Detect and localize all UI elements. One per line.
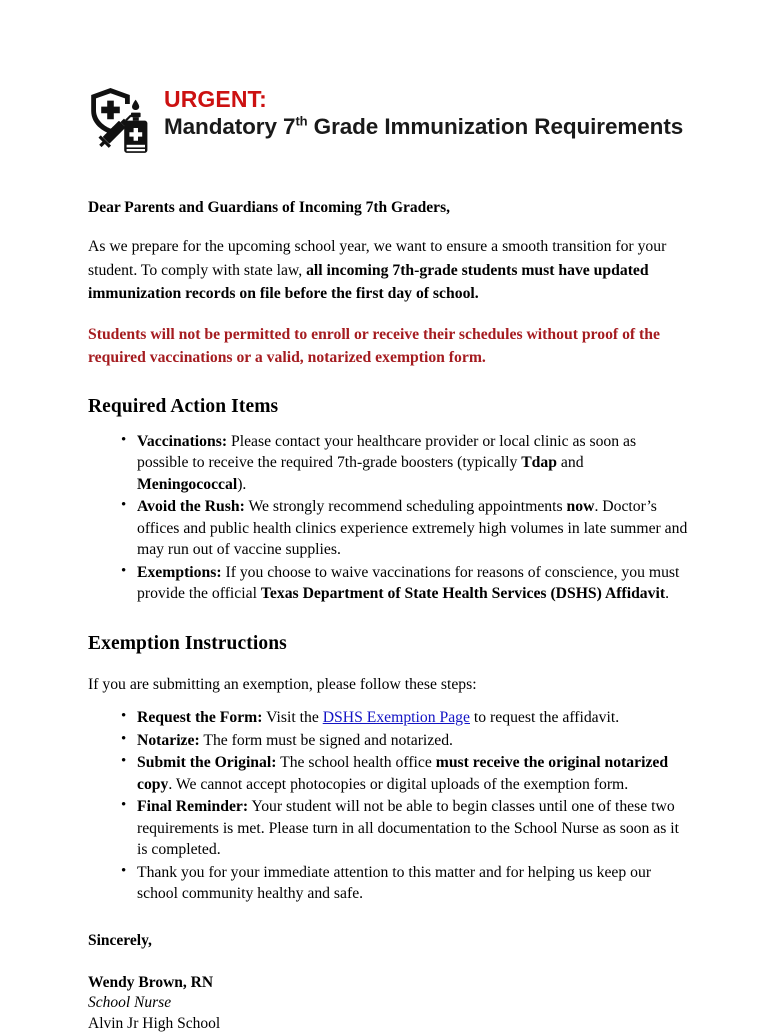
intro-paragraph [88,235,688,306]
signoff: Sincerely, [88,931,688,951]
exemption-instructions-list [88,707,688,905]
header-text-block [164,84,683,142]
section-heading-required-action-items: Required Action Items [88,395,688,419]
list-item [137,431,688,496]
signature-block [88,973,688,1034]
list-item-text-2: . [665,585,669,602]
list-item [137,752,688,795]
document-content [88,0,688,1034]
page-title-part1: Mandatory 7 [164,114,295,139]
list-item-lead: Notarize: [137,732,200,749]
list-item-lead: Submit the Original: [137,754,276,771]
page-title-superscript: th [295,114,307,129]
list-item-lead: Request the Form: [137,709,262,726]
list-item-text-1: Please contact your healthcare provider or local clinic as soon as possible to receive the required 7th-grade boosters (typically [137,433,636,472]
document-header [88,0,688,156]
list-item [137,862,688,905]
list-item-bold-2: Meningococcal [137,476,237,493]
signature-name: Wendy Brown, RN [88,973,688,994]
list-item-text-2: . Doctor’s offices and public health clinics experience extremely high volumes in late summer and may run out of vaccine supplies. [137,498,687,558]
exemption-intro-paragraph: If you are submitting an exemption, please follow these steps: [88,673,688,697]
list-item-text-1: If you choose to waive vaccinations for reasons of conscience, you must provide the official [137,564,679,603]
list-item-text-1: The form must be signed and notarized. [200,732,453,749]
intro-text: As we prepare for the upcoming school year, we want to ensure a smooth transition for your student. To comply with state law, [88,238,666,279]
list-item-bold-1: now [567,498,595,515]
list-item-bold-1: Tdap [521,454,557,471]
list-item [137,730,688,752]
section-heading-exemption-instructions: Exemption Instructions [88,632,688,656]
list-item-text-1: The school health office [276,754,435,771]
required-action-items-list [88,431,688,605]
list-item-text-2: . We cannot accept photocopies or digital uploads of the exemption form. [168,776,628,793]
list-item-lead: Exemptions: [137,564,222,581]
warning-paragraph: Students will not be permitted to enroll or receive their schedules without proof of the required vaccinations or a valid, notarized exemption form. [88,323,688,370]
list-item [137,707,688,729]
intro-bold-text: all incoming 7th-grade students must have updated immunization records on file before the first day of school. [88,262,649,303]
list-item-lead: Vaccinations: [137,433,227,450]
list-item-text-3: ). [237,476,246,493]
list-item [137,496,688,561]
list-item-text-1: Your student will not be able to begin classes until one of these two requirements is met. Please turn in all documentation to the School Nurse as soon as it is completed. [137,798,679,858]
list-item-text-2: to request the affidavit. [470,709,619,726]
urgent-label: URGENT: [164,86,683,112]
list-item-text-1: Thank you for your immediate attention to this matter and for helping us keep our school community healthy and safe. [137,864,651,903]
page-title-part2: Grade Immunization Requirements [308,114,684,139]
list-item-bold-1: Texas Department of State Health Services (DSHS) Affidavit [261,585,665,602]
vaccine-shield-syringe-icon [88,86,154,156]
list-item [137,562,688,605]
salutation: Dear Parents and Guardians of Incoming 7th Graders, [88,198,688,218]
list-item-text-1: We strongly recommend scheduling appointments [245,498,567,515]
list-item-lead: Final Reminder: [137,798,248,815]
list-item-bold-1: must receive the original notarized copy [137,754,668,793]
signature-organization: Alvin Jr High School [88,1014,688,1034]
signature-role: School Nurse [88,993,688,1014]
page-title [164,112,683,142]
list-item [137,796,688,861]
list-item-text-2: and [557,454,584,471]
list-item-text-1: Visit the [262,709,322,726]
list-item-lead: Avoid the Rush: [137,498,245,515]
dshs-exemption-page-link[interactable]: DSHS Exemption Page [323,709,470,726]
